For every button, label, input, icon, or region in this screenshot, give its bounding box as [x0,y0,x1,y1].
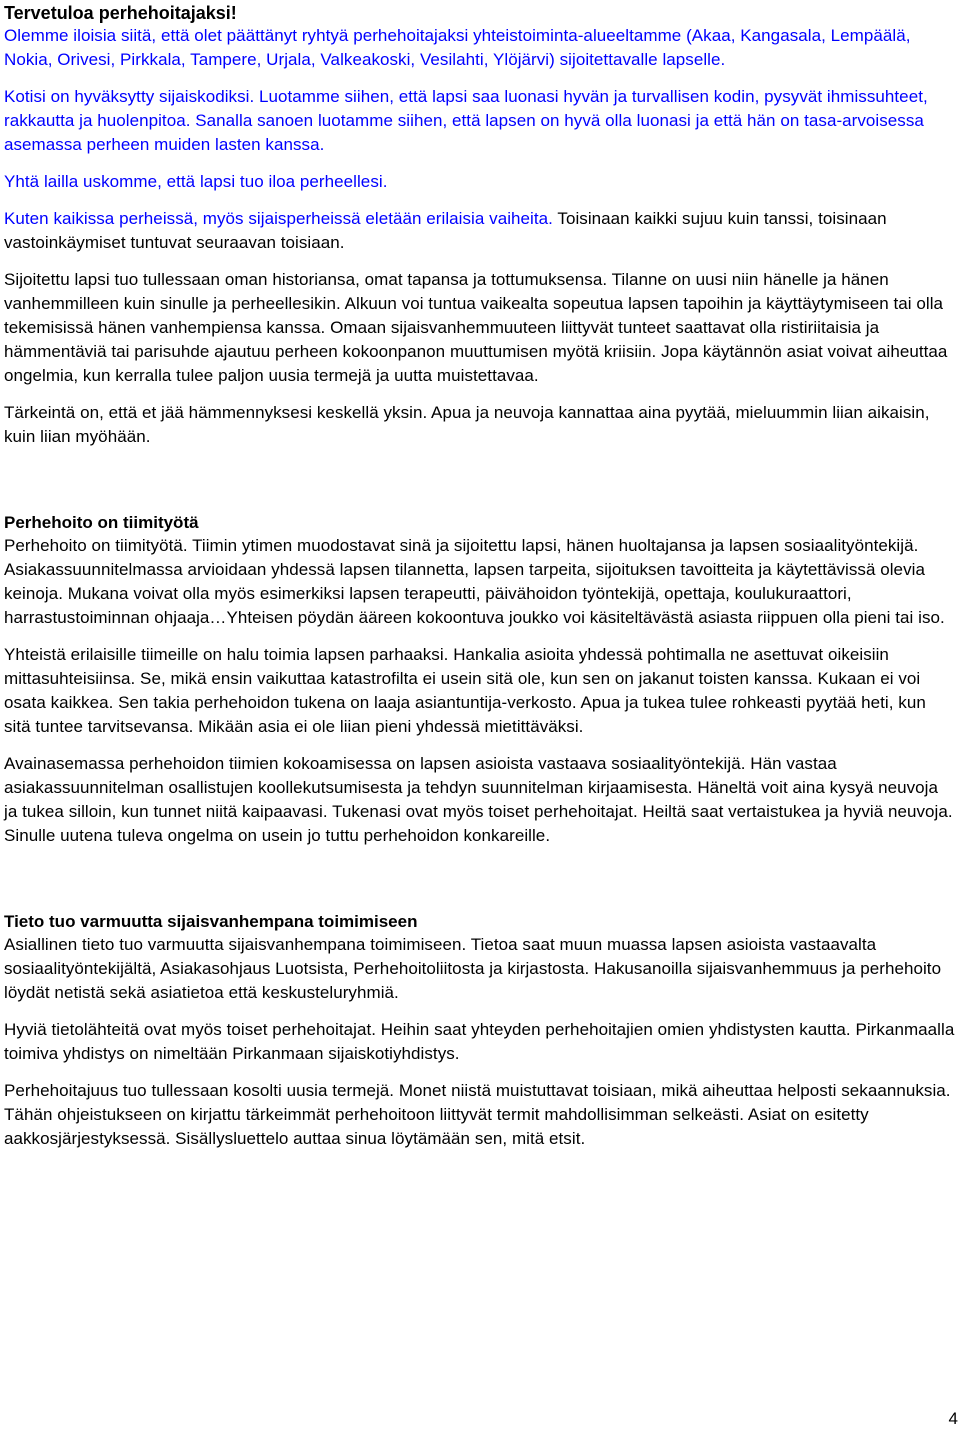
info-paragraph-1: Asiallinen tieto tuo varmuutta sijaisvanhempana toimimiseen. Tietoa saat muun muassa lapsen asioista vastaavalta sosiaalityöntekijältä, Asiakasohjaus Luotsista, Perhehoitoliitosta ja kirjastosta. Hakusanoilla sijaisvanhemmuus ja perhehoito löydät netistä sekä asiatietoa että keskusteluryhmiä. [4,935,942,1002]
page-title: Tervetuloa perhehoitajaksi! [4,3,237,23]
section-spacer [4,462,956,511]
team-paragraph-2: Yhteistä erilaisille tiimeille on halu toimia lapsen parhaaksi. Hankalia asioita yhdessä pohtimalla ne asettuvat oikeisiin mittasuhteisiinsa. Se, mikä ensin vaikuttaa katastrofilta ei usein sitä ole, kun sen on jakanut toisten kanssa. Kukaan ei voi osata kaikkea. Sen takia perhehoidon tukena on laaja asiantuntija-verkosto. Apua ja tukea tulee rohkeasti pyytää heti, kun sitä tuntee tarvitsevansa. Mikään asia ei ole liian pieni yhdessä mietittäväksi. [4,645,926,736]
info-paragraph-3: Perhehoitajuus tuo tullessaan kosolti uusia termejä. Monet niistä muistuttavat toisiaan, mikä aiheuttaa helposti sekaannuksia. Tähän ohjeistukseen on kirjattu tärkeimmät perhehoitoon liittyvät termit mahdollisimman selkeästi. Asiat on esitetty aakkosjärjestyksessä. Sisällysluettelo auttaa sinua löytämään sen, mitä etsit. [4,1081,951,1148]
page-number: 4 [948,1409,958,1428]
document-page [4,0,956,1164]
intro-paragraph-3-highlight: Kuten kaikissa perheissä, myös sijaisperheissä eletään erilaisia vaiheita. [4,209,553,228]
section-spacer [4,861,956,910]
intro-paragraph-4: Sijoitettu lapsi tuo tullessaan oman historiansa, omat tapansa ja tottumuksensa. Tilanne on uusi niin hänelle ja hänen vanhemmilleen kuin sinulle ja perheellesikin. Alkuun voi tuntua vaikealta sopeutua lapsen tapoihin ja käyttäytymiseen tai olla tekemisissä hänen vanhempiensa kanssa. Omaan sijaisvanhemmuuteen liittyvät tunteet saattavat olla ristiriitaisia ja hämmentäviä tai parisuhde ajautuu perheen kokoonpanon muuttumisen myötä kriisiin. Jopa käytännön asiat voivat aiheuttaa ongelmia, kun kerralla tulee paljon uusia termejä ja uutta muistettavaa. [4,270,948,385]
welcome-paragraph: Olemme iloisia siitä, että olet päättänyt ryhtyä perhehoitajaksi yhteistoiminta-alueeltamme (Akaa, Kangasala, Lempäälä, Nokia, Orivesi, Pirkkala, Tampere, Urjala, Valkeakoski, Vesilahti, Ylöjärvi) sijoitettavalle lapselle. [4,26,911,69]
intro-paragraph-2: Yhtä lailla uskomme, että lapsi tuo iloa perheellesi. [4,172,388,191]
team-paragraph-1: Perhehoito on tiimityötä. Tiimin ytimen muodostavat sinä ja sijoitettu lapsi, hänen huoltajansa ja lapsen sosiaalityöntekijä. Asiakassuunnitelmassa arvioidaan yhdessä lapsen tilannetta, lapsen tarpeita, sijoituksen tavoitteita ja käytettävissä olevia keinoja. Mukana voivat olla myös esimerkiksi lapsen terapeutti, päivähoidon työntekijä, opettaja, koulukuraattori, harrastustoiminnan ohjaaja…Yhteisen pöydän ääreen kokoontuva joukko voi käsiteltävästä asiasta riippuen olla pieni tai iso. [4,536,945,627]
intro-paragraph-5: Tärkeintä on, että et jää hämmennyksesi keskellä yksin. Apua ja neuvoja kannattaa aina pyytää, mieluummin liian aikaisin, kuin liian myöhään. [4,403,930,446]
team-paragraph-3: Avainasemassa perhehoidon tiimien kokoamisessa on lapsen asioista vastaava sosiaalityöntekijä. Hän vastaa asiakassuunnitelman osallistujen koollekutsumisesta ja tehdyn suunnitelman kirjaamisesta. Häneltä voit aina kysyä neuvoja ja tukea silloin, kun tunnet niitä kaipaavasi. Tukenasi ovat myös toiset perhehoitajat. Heiltä saat vertaistukea ja hyviä neuvoja. Sinulle uutena tuleva ongelma on usein jo tuttu perhehoidon konkareille. [4,754,953,845]
section-heading-team: Perhehoito on tiimityötä [4,513,199,532]
section-heading-info: Tieto tuo varmuutta sijaisvanhempana toimimiseen [4,912,418,931]
info-paragraph-2: Hyviä tietolähteitä ovat myös toiset perhehoitajat. Heihin saat yhteyden perhehoitajien omien yhdistysten kautta. Pirkanmaalla toimiva yhdistys on nimeltään Pirkanmaan sijaiskotiyhdistys. [4,1020,955,1063]
intro-paragraph-1: Kotisi on hyväksytty sijaiskodiksi. Luotamme siihen, että lapsi saa luonasi hyvän ja turvallisen kodin, pysyvät ihmissuhteet, rakkautta ja huolenpitoa. Sanalla sanoen luotamme siihen, että lapsen on hyvä olla luonasi ja että hän on tasa-arvoisessa asemassa perheen muiden lasten kanssa. [4,87,928,154]
intro-paragraph-3-rest: Toisinaan kaikki sujuu kuin tanssi, toisinaan vastoinkäymiset tuntuvat seuraavan toisiaan. [4,209,887,252]
intro-paragraph-3 [4,207,956,255]
